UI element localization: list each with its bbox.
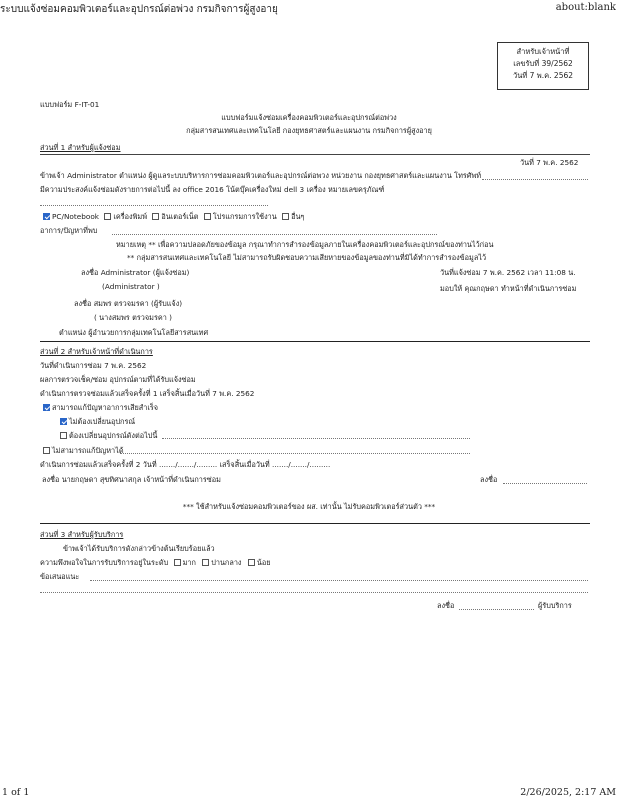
- satisfaction-row: [40, 558, 270, 568]
- checkbox-replace-parts[interactable]: [60, 432, 67, 439]
- option-other: อื่นๆ: [282, 212, 304, 221]
- form-subtitle: กลุ่มสารสนเทศและเทคโนโลยี กองยุทธศาสตร์และแผนงาน กรมกิจการผู้สูงอายุ: [186, 126, 432, 135]
- option-pc-notebook: PC/Notebook: [43, 212, 99, 221]
- suggestion-field-2: [40, 592, 588, 593]
- part1-requester-line: ข้าพเจ้า Administrator ตำแหน่ง ผู้ดูแลระบบบริหารการซ่อมคอมพิวเตอร์และอุปกรณ์ต่อพวง หน่วยงาน กองยุทธศาสตร์และแผนงาน โทรศัพท์: [40, 171, 482, 180]
- repair-start-date: วันที่ดำเนินการซ่อม 7 พ.ค. 2562: [40, 361, 147, 370]
- part2-sign-label: ลงชื่อ: [480, 475, 498, 484]
- official-receipt-number: เลขรับที่ 39/2562: [513, 59, 573, 68]
- checkbox-printer[interactable]: [104, 213, 111, 220]
- symptom-field: [112, 234, 437, 235]
- option-replace-parts: ต้องเปลี่ยนอุปกรณ์ดังต่อไปนี้: [60, 431, 157, 441]
- section-divider-3: [40, 523, 590, 524]
- checkbox-level-high[interactable]: [174, 559, 181, 566]
- receiver-position: ตำแหน่ง ผู้อำนวยการกลุ่มเทคโนโลยีสารสนเทศ: [59, 328, 209, 337]
- checkbox-level-medium[interactable]: [202, 559, 209, 566]
- checkbox-not-fixed[interactable]: [43, 447, 50, 454]
- asset-number-field: [40, 205, 268, 206]
- suggestion-label: ข้อเสนอแนะ: [40, 572, 80, 581]
- option-software: โปรแกรมการใช้งาน: [204, 212, 277, 221]
- part1-date: วันที่ 7 พ.ค. 2562: [520, 158, 579, 167]
- service-received: ข้าพเจ้าได้รับบริการดังกล่าวข้างต้นเรียบร้อยแล้ว: [63, 544, 215, 553]
- checkbox-internet[interactable]: [152, 213, 159, 220]
- form-title: แบบฟอร์มแจ้งซ่อมเครื่องคอมพิวเตอร์และอุปกรณ์ต่อพ่วง: [221, 113, 397, 122]
- note-liability: ** กลุ่มสารสนเทศและเทคโนโลยี ไม่สามารถรับผิดชอบความเสียหายของข้อมูลของท่านที่มิได้ทำการสำรองข้อมูลไว้: [127, 253, 487, 262]
- level-low: น้อย: [248, 558, 271, 567]
- part1-divider: [40, 154, 590, 155]
- official-use-box: [497, 42, 589, 90]
- not-fixed-field: [120, 453, 470, 454]
- part3-sign-role: ผู้รับบริการ: [538, 601, 572, 610]
- checkbox-no-parts[interactable]: [60, 418, 67, 425]
- checkbox-pc-notebook[interactable]: [43, 213, 50, 220]
- checkbox-software[interactable]: [204, 213, 211, 220]
- symptom-label: อาการ/ปัญหาที่พบ: [40, 226, 98, 235]
- checkbox-fixed[interactable]: [43, 404, 50, 411]
- option-printer: เครื่องพิมพ์: [104, 212, 147, 221]
- assign-technician: มอบให้ คุณกฤษดา ทำหน้าที่ดำเนินการซ่อม: [440, 284, 577, 293]
- notify-datetime: วันที่แจ้งซ่อม 7 พ.ค. 2562 เวลา 11:08 น.: [440, 268, 576, 277]
- repair-round-1: ดำเนินการตรวจซ่อมแล้วเสร็จครั้งที่ 1 เสร็จสิ้นเมื่อวันที่ 7 พ.ค. 2562: [40, 389, 255, 398]
- inspection-result: ผลการตรวจเช็ค/ซ่อม อุปกรณ์ตามที่ได้รับแจ้งซ่อม: [40, 375, 196, 384]
- checkbox-other[interactable]: [282, 213, 289, 220]
- level-high: มาก: [174, 558, 196, 567]
- form-code: แบบฟอร์ม F-IT-01: [40, 100, 100, 109]
- part3-sign-label: ลงชื่อ: [437, 601, 455, 610]
- print-datetime: 2/26/2025, 2:17 AM: [520, 787, 616, 798]
- option-no-parts: ไม่ต้องเปลี่ยนอุปกรณ์: [60, 417, 135, 427]
- part1-heading: ส่วนที่ 1 สำหรับผู้แจ้งซ่อม: [40, 143, 121, 152]
- official-date: วันที่ 7 พ.ค. 2562: [512, 71, 574, 80]
- part2-heading: ส่วนที่ 2 สำหรับเจ้าหน้าที่ดำเนินการ: [40, 347, 153, 356]
- device-type-options: [43, 212, 304, 222]
- part3-sign-field: [459, 609, 534, 610]
- note-backup: หมายเหตุ ** เพื่อความปลอดภัยของข้อมูล กรุณาทำการสำรองข้อมูลภายในเครื่องคอมพิวเตอร์และอุปกรณ์ของท่านไว้ก่อน: [116, 240, 494, 249]
- phone-field: [482, 179, 588, 180]
- level-medium: ปานกลาง: [202, 558, 241, 567]
- part1-request-line: มีความประสงค์แจ้งซ่อมดังรายการต่อไปนี้ ลง office 2016 โน้ตบุ๊คเครื่องใหม่ dell 3 เครื่อง หมายเลขครุภัณฑ์: [40, 185, 385, 194]
- print-page-number: 1 of 1: [2, 787, 30, 798]
- print-header: [0, 0, 618, 18]
- receiver-signature: ลงชื่อ สมพร ตรวจมรคา (ผู้รับแจ้ง): [74, 299, 183, 308]
- option-internet: อินเตอร์เน็ต: [152, 212, 198, 221]
- official-box-title: สำหรับเจ้าหน้าที่: [516, 47, 570, 56]
- option-fixed: สามารถแก้ปัญหาอาการเสียสำเร็จ: [43, 403, 158, 413]
- technician-signature: ลงชื่อ นายกฤษดา สุขทิศนาสกุล เจ้าหน้าที่ดำเนินการซ่อม: [42, 475, 221, 484]
- part2-sign-field: [503, 483, 587, 484]
- print-footer: [0, 784, 618, 800]
- reporter-name: (Administrator ): [102, 282, 160, 291]
- suggestion-field-1: [90, 580, 588, 581]
- section-divider-2: [40, 341, 590, 342]
- print-page-title: ระบบแจ้งซ่อมคอมพิวเตอร์และอุปกรณ์ต่อพ่วง กรมกิจการผู้สูงอายุ: [0, 4, 278, 15]
- option-not-fixed: ไม่สามารถแก้ปัญหาได้: [43, 446, 124, 456]
- print-url: about:blank: [555, 2, 616, 13]
- reporter-signature: ลงชื่อ Administrator (ผู้แจ้งซ่อม): [81, 268, 190, 277]
- replace-parts-field: [162, 438, 470, 439]
- receiver-name: ( นางสมพร ตรวจมรคา ): [94, 313, 173, 322]
- repair-round-2: ดำเนินการซ่อมแล้วเสร็จครั้งที่ 2 วันที่ ......./......./......... เสร็จสิ้นเมื่อวันที่ ......./......./.........: [40, 460, 331, 469]
- usage-notice: *** ใช้สำหรับแจ้งซ่อมคอมพิวเตอร์ของ ผส. เท่านั้น ไม่รับคอมพิวเตอร์ส่วนตัว ***: [182, 502, 436, 511]
- satisfaction-label: ความพึงพอใจในการรับบริการอยู่ในระดับ: [40, 558, 169, 567]
- part3-heading: ส่วนที่ 3 สำหรับผู้รับบริการ: [40, 530, 124, 539]
- checkbox-level-low[interactable]: [248, 559, 255, 566]
